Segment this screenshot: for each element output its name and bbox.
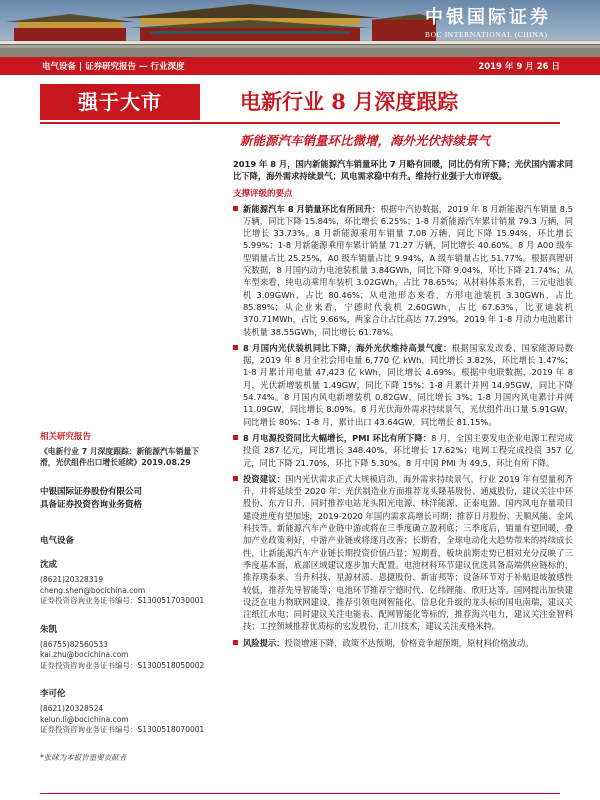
analyst-phone: (86755)82560533 — [40, 639, 108, 649]
analyst-phone: (8621)20328319 — [40, 575, 104, 584]
report-body — [233, 158, 573, 653]
brand-name-en: BOC INTERNATIONAL (CHINA) — [425, 30, 548, 39]
analyst-card — [40, 623, 208, 672]
header-banner — [0, 0, 600, 57]
brand-name-cn: 中银国际证券 — [425, 7, 551, 28]
analyst-license: 证券投资咨询业务证书编号：S1300518070001 — [40, 725, 205, 734]
bullet-square-icon — [233, 476, 238, 481]
analyst-name: 沈成 — [40, 560, 58, 570]
key-points-heading: 支撑评级的要点 — [233, 188, 293, 199]
analyst-email[interactable]: kai.zhu@bocichina.com — [40, 650, 129, 659]
related-reports-heading: 相关研究报告 — [40, 432, 92, 442]
brand-logo[interactable] — [425, 3, 551, 39]
footer-divider — [40, 793, 560, 794]
bullet-lead: 投资建议： — [243, 473, 286, 484]
bullet-power-investment — [233, 432, 573, 469]
sector-heading: 电气设备 — [40, 536, 75, 546]
report-title: 电新行业 8 月深度跟踪 — [240, 89, 459, 114]
bullet-risk-warning — [233, 637, 573, 649]
report-type: 电气设备 | 证券研究报告 — 行业深度 — [42, 62, 185, 72]
bullet-ev-sales — [233, 203, 573, 338]
report-info-strip — [0, 57, 600, 75]
analyst-card — [40, 687, 208, 736]
bullet-square-icon — [233, 640, 238, 645]
analyst-email[interactable]: kelun.li@bocichina.com — [40, 714, 129, 724]
company-info: 中银国际证券股份有限公司 具备证券投资咨询业务资格 — [40, 487, 143, 510]
bullet-square-icon — [233, 345, 238, 350]
bullet-lead: 8 月国内光伏装机同比下降，海外光伏维持高景气度： — [243, 342, 452, 353]
bullet-lead: 新能源汽车 8 月销量环比有所回升： — [243, 203, 381, 214]
bullet-text: 国内光伏需求正式大规模启动，海外需求持续景气，行业 2019 年有望量利齐升，并将延续至 2020 年；光伏制造业方面推荐龙头隆基股份、通威股份，建议关注中环股份、东方日升，同时推荐电站龙头阳光电源、林洋能源、正泰电器。国内风电存量项目建设进度有望加速，2019-2020 年国内需求高增长可期；推荐日月股份、天顺风能、金风科技等。新能源汽车产业链中游或将在三季度确立盈利底；三季度后，销量有望回暖，叠加产业政策利好，中游产业链或将逐月改善；长期看，全球电动化大趋势带来的持续成长性，让新能源汽车产业链长期投资价值凸显；短期看，板块前期走势已相对充分反映了三季度基本面，底部区域建议逐步加大配置。电池材料环节建议优选具备高端供应链标的，推荐璞泰来、当升科技、星源材质、恩捷股份、新宙邦等；设备环节对于补贴退坡敏感性较低，推荐先导智能等；电池环节推荐宁德时代、亿纬锂能、欣旺达等。国网提出加快建设泛在电力物联网建设，推荐引领电网智能化、信息化升级的龙头标的国电南瑞，建议关注纸江水电；同时建议关注电能表、配网智能化等标的，推荐海兴电力，建议关注金智科技；工控领域推荐优质标的宏发股份、汇川技术，建议关注麦格米特。 — [243, 473, 573, 632]
contributor-note: *张咪为本报告重要贡献者 — [40, 752, 127, 762]
analyst-name: 李可伦 — [40, 689, 66, 699]
sidebar — [40, 430, 208, 763]
related-report-link[interactable]: 《电新行业 7 月深度跟踪：新能源汽车销量下滑，光伏组件出口增长延续》2019.08.29 — [40, 447, 199, 467]
bullet-square-icon — [233, 206, 238, 211]
bullet-text: 根据国家发改委、国家能源局数据，2019 年 8 月全社会用电量 6,770 亿 kWh，同比增长 3.82%，环比增长 1.47%；1-8 月累计用电量 47,423 亿 kWh，同比增长 4.69%。根据中电联数据，2019 年 8 月，光伏新增装机量 1.49GW，同比下降 15%；1-8 月累计并网 14.95GW，同比下降 54.74%。8 月国内风电新增装机 0.82GW，同比增长 3%；1-8 月国内风电累计并网 11.09GW，同比增长 8.09%。8 月光伏海外需求持续景气，光伏组件出口量 5.91GW，同比增长 80%；1-8 月，累计出口 43.64GW，同比增长 81.15%。 — [243, 342, 573, 427]
report-summary: 2019 年 8 月，国内新能源汽车销量环比 7 月略有回暖，同比仍有所下降；光伏国内需求同比下降，海外需求持续景气；风电需求稳中有升。维持行业强于大市评级。 — [233, 159, 573, 182]
report-date: 2019 年 9 月 26 日 — [478, 62, 560, 72]
analyst-license: 证券投资咨询业务证书编号：S1300517030001 — [40, 596, 205, 605]
analyst-name: 朱凯 — [40, 624, 58, 635]
analyst-email[interactable]: cheng.shen@bocichina.com — [40, 585, 146, 595]
rating-badge: 强于大市 — [40, 84, 200, 120]
analyst-license: 证券投资咨询业务证书编号：S1300518050002 — [40, 660, 205, 670]
bullet-square-icon — [233, 435, 238, 440]
bullet-lead: 8 月电源投资同比大幅增长，PMI 环比有所下降： — [243, 432, 432, 443]
bullet-investment-advice — [233, 473, 573, 633]
analyst-card — [40, 558, 208, 607]
bullet-pv-installations — [233, 342, 573, 428]
report-subtitle: 新能源汽车销量环比微增，海外光伏持续景气 — [240, 133, 491, 148]
bullet-text: 8 月，全国主要发电企业电源工程完成投资 287 亿元，同比增长 348.40%，环比增长 17.62%；电网工程完成投资 357 亿元，同比下降 21.70%，环比下降 5.30%。8 月中国 PMI 为 49.5，环比有所下降。 — [243, 432, 573, 468]
bullet-lead: 风险提示： — [243, 637, 285, 648]
bullet-text: 根据中汽协数据，2019 年 8 月新能源汽车销量 8.5 万辆，同比下降 15.84%，环比增长 6.25%；1-8 月新能源汽车累计销量 79.3 万辆，同比增长 33.73%。8 月新能源乘用车销量 7.08 万辆，同比下降 15.94%，环比增长 5.99%；1-8 月新能源乘用车累计销量 71.27 万辆，同比增长 40.60%。8 月 A00 级车型销量占比 25.25%，A0 级车销量占比 9.94%，A 级车销量占比 51.77%。根据真锂研究数据，8 月国内动力电池装机量 3.84GWh，同比下降 9.04%，环比下降 21.74%；从车型来看，纯电动乘用车装机 3.02GWh，占比 78.65%；从材料体系来看，三元电池装机 3.09GWh，占比 80.46%；从电池形态来看，方形电池装机 3.30GWh，占比 85.89%；从企业来看，宁德时代装机 2.60GWh，占比 67.63%，比亚迪装机 370.71MWh，占比 9.66%，两家合计占比高达 77.29%。2019 年 1-8 月动力电池累计装机量 38.55GWh，同比增长 61.78%。 — [243, 203, 573, 337]
analyst-phone: (8621)20328524 — [40, 704, 104, 713]
title-divider — [40, 122, 560, 124]
bullet-text: 投资增速下降，政策不达预期，价格竞争超预期，原材料价格波动。 — [284, 637, 534, 648]
